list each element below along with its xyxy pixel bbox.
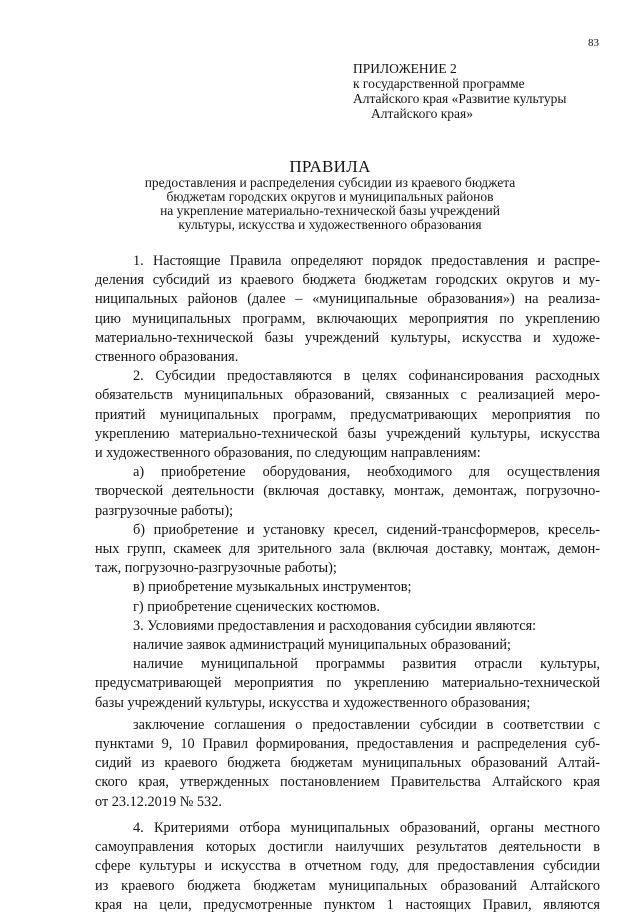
body-line: приятий муниципальных программ, предусматривающих мероприятия по: [95, 406, 600, 423]
body-line: б) приобретение и установку кресел, сидений-трансформеров, кресель-: [133, 521, 600, 538]
body-line: укреплению материально-технической базы учреждений культуры, искусства: [95, 425, 600, 442]
title-subtitle-line: на укрепление материально-технической базы учреждений: [160, 203, 500, 218]
body-line: края на цели, предусмотренные пунктом 1 настоящих Правил, являются: [95, 896, 600, 913]
body-line: наличие муниципальной программы развития отрасли культуры,: [133, 656, 600, 673]
body-line: наличие заявок администраций муниципальных образований;: [133, 637, 511, 654]
body-line: пунктами 9, 10 Правил формирования, предоставления и распределения суб-: [95, 736, 600, 753]
body-line: разгрузочные работы);: [95, 502, 234, 519]
body-line: и художественного образования, по следующим направлениям:: [95, 445, 481, 462]
body-line: сидий из краевого бюджета бюджетам муниципальных образований Алтай-: [95, 755, 600, 772]
body-line: базы учреждений культуры, искусства и художественного образования;: [95, 694, 531, 711]
appendix-line: ПРИЛОЖЕНИЕ 2: [353, 61, 457, 76]
body-line: ского края, утвержденных постановлением Правительства Алтайского края: [95, 774, 600, 791]
body-line: таж, погрузочно-разгрузочные работы);: [95, 560, 337, 577]
document-title: [100, 158, 560, 232]
document-body: [95, 252, 600, 915]
body-line: в) приобретение музыкальных инструментов;: [133, 579, 412, 596]
body-line: 3. Условиями предоставления и расходования субсидии являются:: [133, 617, 537, 634]
body-line: из краевого бюджета бюджетам муниципальных образований Алтайского: [95, 877, 600, 894]
appendix-line: к государственной программе: [353, 76, 525, 91]
body-line: творческой деятельности (включая доставку, монтаж, демонтаж, погрузочно-: [95, 483, 600, 500]
title-subtitle-line: культуры, искусства и художественного образования: [178, 217, 482, 232]
appendix-header: [353, 61, 566, 121]
body-line: материально-технической базы учреждений культуры, искусства и художе-: [95, 329, 600, 346]
body-line: ных групп, скамеек для зрительного зала (включая доставку, монтаж, демон-: [95, 541, 600, 558]
body-line: от 23.12.2019 № 532.: [95, 793, 222, 810]
body-line: г) приобретение сценических костюмов.: [133, 598, 380, 615]
body-line: 4. Критериями отбора муниципальных образований, органы местного: [133, 819, 600, 836]
body-line: ниципальных районов (далее – «муниципальные образования») на реализа-: [95, 291, 600, 308]
body-line: а) приобретение оборудования, необходимого для осуществления: [133, 464, 600, 481]
body-line: деления субсидий из краевого бюджета бюджетам городских округов и му-: [95, 272, 600, 289]
body-line: сфере культуры и искусства в отчетном году, для предоставления субсидии: [95, 858, 600, 875]
body-line: предусматривающей мероприятия по укреплению материально-технической: [95, 675, 600, 692]
title-subtitle-line: бюджетам городских округов и муниципальных районов: [166, 189, 494, 204]
title-subtitle-line: предоставления и распределения субсидии из краевого бюджета: [144, 175, 516, 190]
appendix-line: Алтайского края»: [371, 106, 473, 121]
page-number: 83: [588, 37, 599, 49]
body-line: 1. Настоящие Правила определяют порядок предоставления и распре-: [133, 253, 600, 269]
body-line: ственного образования.: [95, 349, 239, 366]
body-line: обязательств муниципальных образований, связанных с реализацией меро-: [95, 387, 600, 404]
title-main: ПРАВИЛА: [289, 157, 371, 176]
body-line: самоуправления которых достигли наилучших результатов деятельности в: [95, 839, 600, 856]
body-line: цию муниципальных программ, включающих мероприятия по укреплению: [95, 310, 600, 327]
body-line: заключение соглашения о предоставлении субсидии в соответствии с: [133, 716, 600, 733]
appendix-line: Алтайского края «Развитие культуры: [353, 91, 567, 106]
body-line: 2. Субсидии предоставляются в целях софинансирования расходных: [133, 368, 600, 385]
